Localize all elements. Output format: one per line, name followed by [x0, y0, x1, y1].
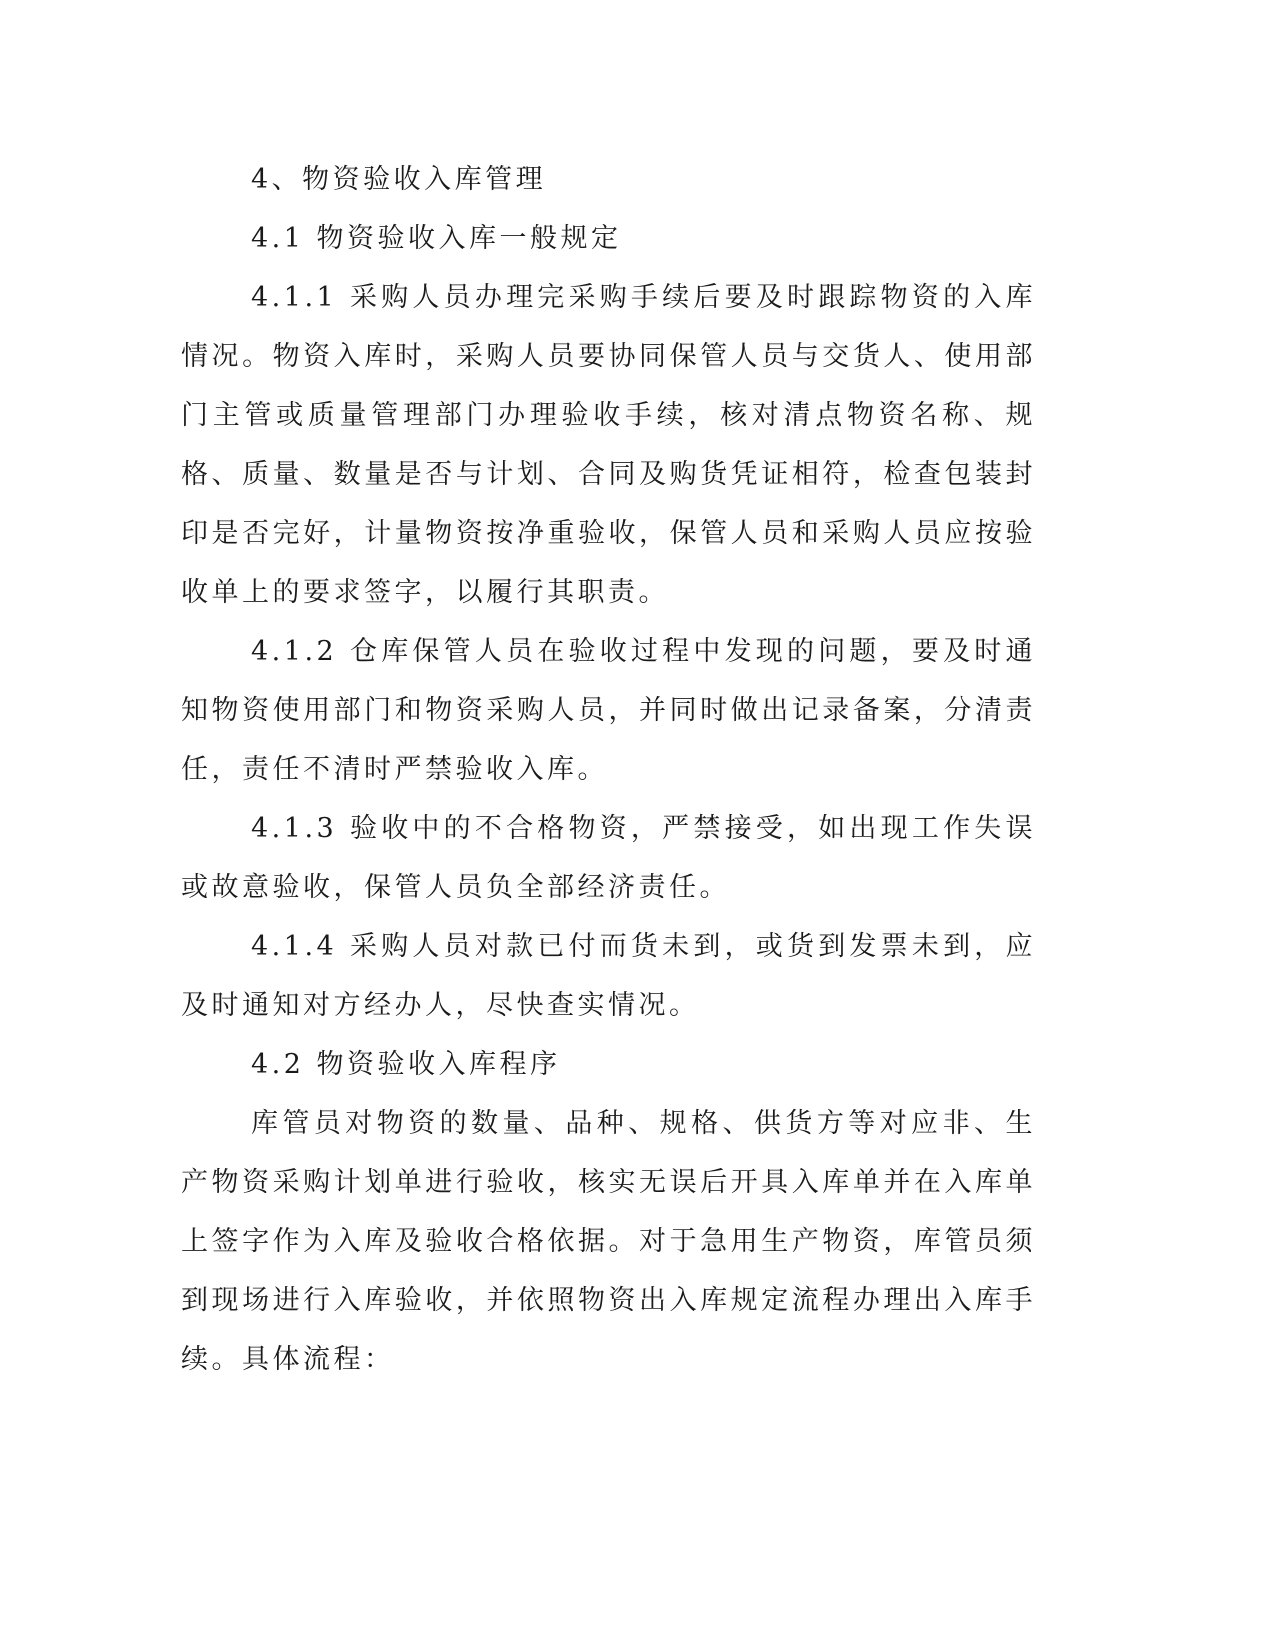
clause-paragraph: 4.1.4 采购人员对款已付而货未到，或货到发票未到，应及时通知对方经办人，尽快查实情况。 — [181, 931, 1036, 1021]
subsection-heading: 4.1 物资验收入库一般规定 — [251, 223, 622, 254]
clause-paragraph: 4.1.2 仓库保管人员在验收过程中发现的问题，要及时通知物资使用部门和物资采购人员，并同时做出记录备案，分清责任，责任不清时严禁验收入库。 — [181, 636, 1036, 785]
section-heading: 4、物资验收入库管理 — [251, 164, 547, 195]
clause-paragraph: 4.1.3 验收中的不合格物资，严禁接受，如出现工作失误或故意验收，保管人员负全部经济责任。 — [181, 813, 1036, 903]
subsection-heading: 4.2 物资验收入库程序 — [251, 1049, 561, 1080]
clause-paragraph: 4.1.1 采购人员办理完采购手续后要及时跟踪物资的入库情况。物资入库时，采购人员要协同保管人员与交货人、使用部门主管或质量管理部门办理验收手续，核对清点物资名称、规格、质量、数量是否与计划、合同及购货凭证相符，检查包装封印是否完好，计量物资按净重验收，保管人员和采购人员应按验收单上的要求签字，以履行其职责。 — [181, 282, 1036, 608]
body-paragraph: 库管员对物资的数量、品种、规格、供货方等对应非、生产物资采购计划单进行验收，核实无误后开具入库单并在入库单上签字作为入库及验收合格依据。对于急用生产物资，库管员须到现场进行入库验收，并依照物资出入库规定流程办理出入库手续。具体流程： — [181, 1108, 1036, 1375]
document-body — [181, 150, 1036, 1389]
